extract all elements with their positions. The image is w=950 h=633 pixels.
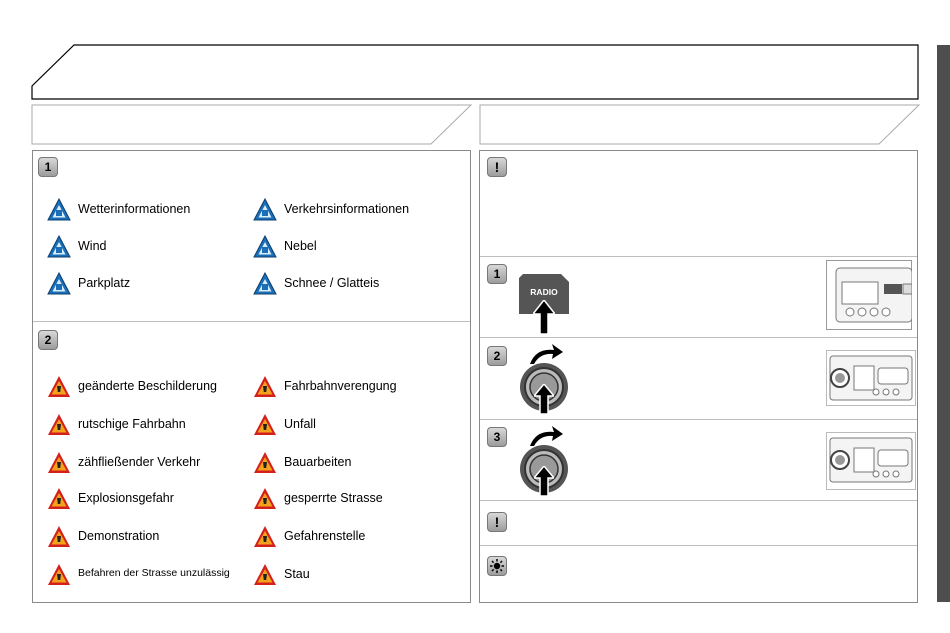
sign-label: geänderte Beschilderung	[78, 379, 217, 393]
explosion-hazard-icon	[47, 487, 71, 511]
sign-label: rutschige Fahrbahn	[78, 417, 186, 431]
section-2-badge: 2	[38, 330, 58, 350]
sign-label: Fahrbahnverengung	[284, 379, 397, 393]
accident-icon	[253, 413, 277, 437]
traffic-info-sign-icon	[253, 198, 277, 222]
slow-traffic-icon	[47, 451, 71, 475]
press-arrow-icon	[533, 300, 555, 334]
title-banner	[31, 44, 920, 101]
right-divider-4	[480, 500, 917, 501]
weather-sign-icon	[47, 198, 71, 222]
sign-label: Gefahrenstelle	[284, 529, 366, 543]
step-1-badge: 1	[487, 264, 507, 284]
fog-sign-icon	[253, 235, 277, 259]
right-divider-3	[480, 419, 917, 420]
sign-label: gesperrte Strasse	[284, 491, 383, 505]
no-entry-road-icon	[47, 563, 71, 587]
left-subheader	[31, 104, 473, 146]
traffic-jam-icon	[253, 563, 277, 587]
step-3-badge: 3	[487, 427, 507, 447]
roadworks-icon	[253, 451, 277, 475]
sign-label: Befahren der Strasse unzulässig	[78, 567, 230, 579]
sign-label: Schnee / Glatteis	[284, 276, 380, 290]
step-2-badge: 2	[487, 346, 507, 366]
danger-point-icon	[253, 525, 277, 549]
sign-label: Demonstration	[78, 529, 160, 543]
warning-badge-bottom: !	[487, 512, 507, 532]
sign-label: Explosionsgefahr	[78, 491, 174, 505]
right-divider-1	[480, 256, 917, 257]
right-divider-2	[480, 337, 917, 338]
sign-label: Unfall	[284, 417, 316, 431]
sign-label: Parkplatz	[78, 276, 131, 290]
section-1-badge: 1	[38, 157, 58, 177]
demonstration-icon	[47, 525, 71, 549]
sign-label: Nebel	[284, 239, 317, 253]
tip-badge	[487, 556, 507, 576]
sign-label: Wind	[78, 239, 107, 253]
snow-ice-sign-icon	[253, 272, 277, 296]
radio-button-label: RADIO	[530, 287, 558, 297]
sign-label: Stau	[284, 567, 310, 581]
radio-unit-illustration	[826, 260, 912, 330]
sign-label: Verkehrsinformationen	[284, 202, 410, 216]
parking-sign-icon	[47, 272, 71, 296]
warning-badge-top: !	[487, 157, 507, 177]
left-section-divider	[33, 321, 470, 322]
changed-signs-icon	[47, 375, 71, 399]
radio-unit-illustration	[826, 350, 916, 406]
radio-unit-illustration	[826, 432, 916, 490]
sign-label: Bauarbeiten	[284, 455, 352, 469]
press-arrow-icon	[534, 466, 554, 496]
road-closed-icon	[253, 487, 277, 511]
road-narrowing-icon	[253, 375, 277, 399]
right-subheader	[479, 104, 921, 146]
wind-sign-icon	[47, 235, 71, 259]
slippery-road-icon	[47, 413, 71, 437]
right-divider-5	[480, 545, 917, 546]
lightbulb-icon	[488, 557, 506, 575]
sign-label: zähfließender Verkehr	[78, 455, 201, 469]
chapter-side-tab	[937, 45, 950, 602]
sign-label: Wetterinformationen	[78, 202, 191, 216]
press-arrow-icon	[534, 384, 554, 414]
